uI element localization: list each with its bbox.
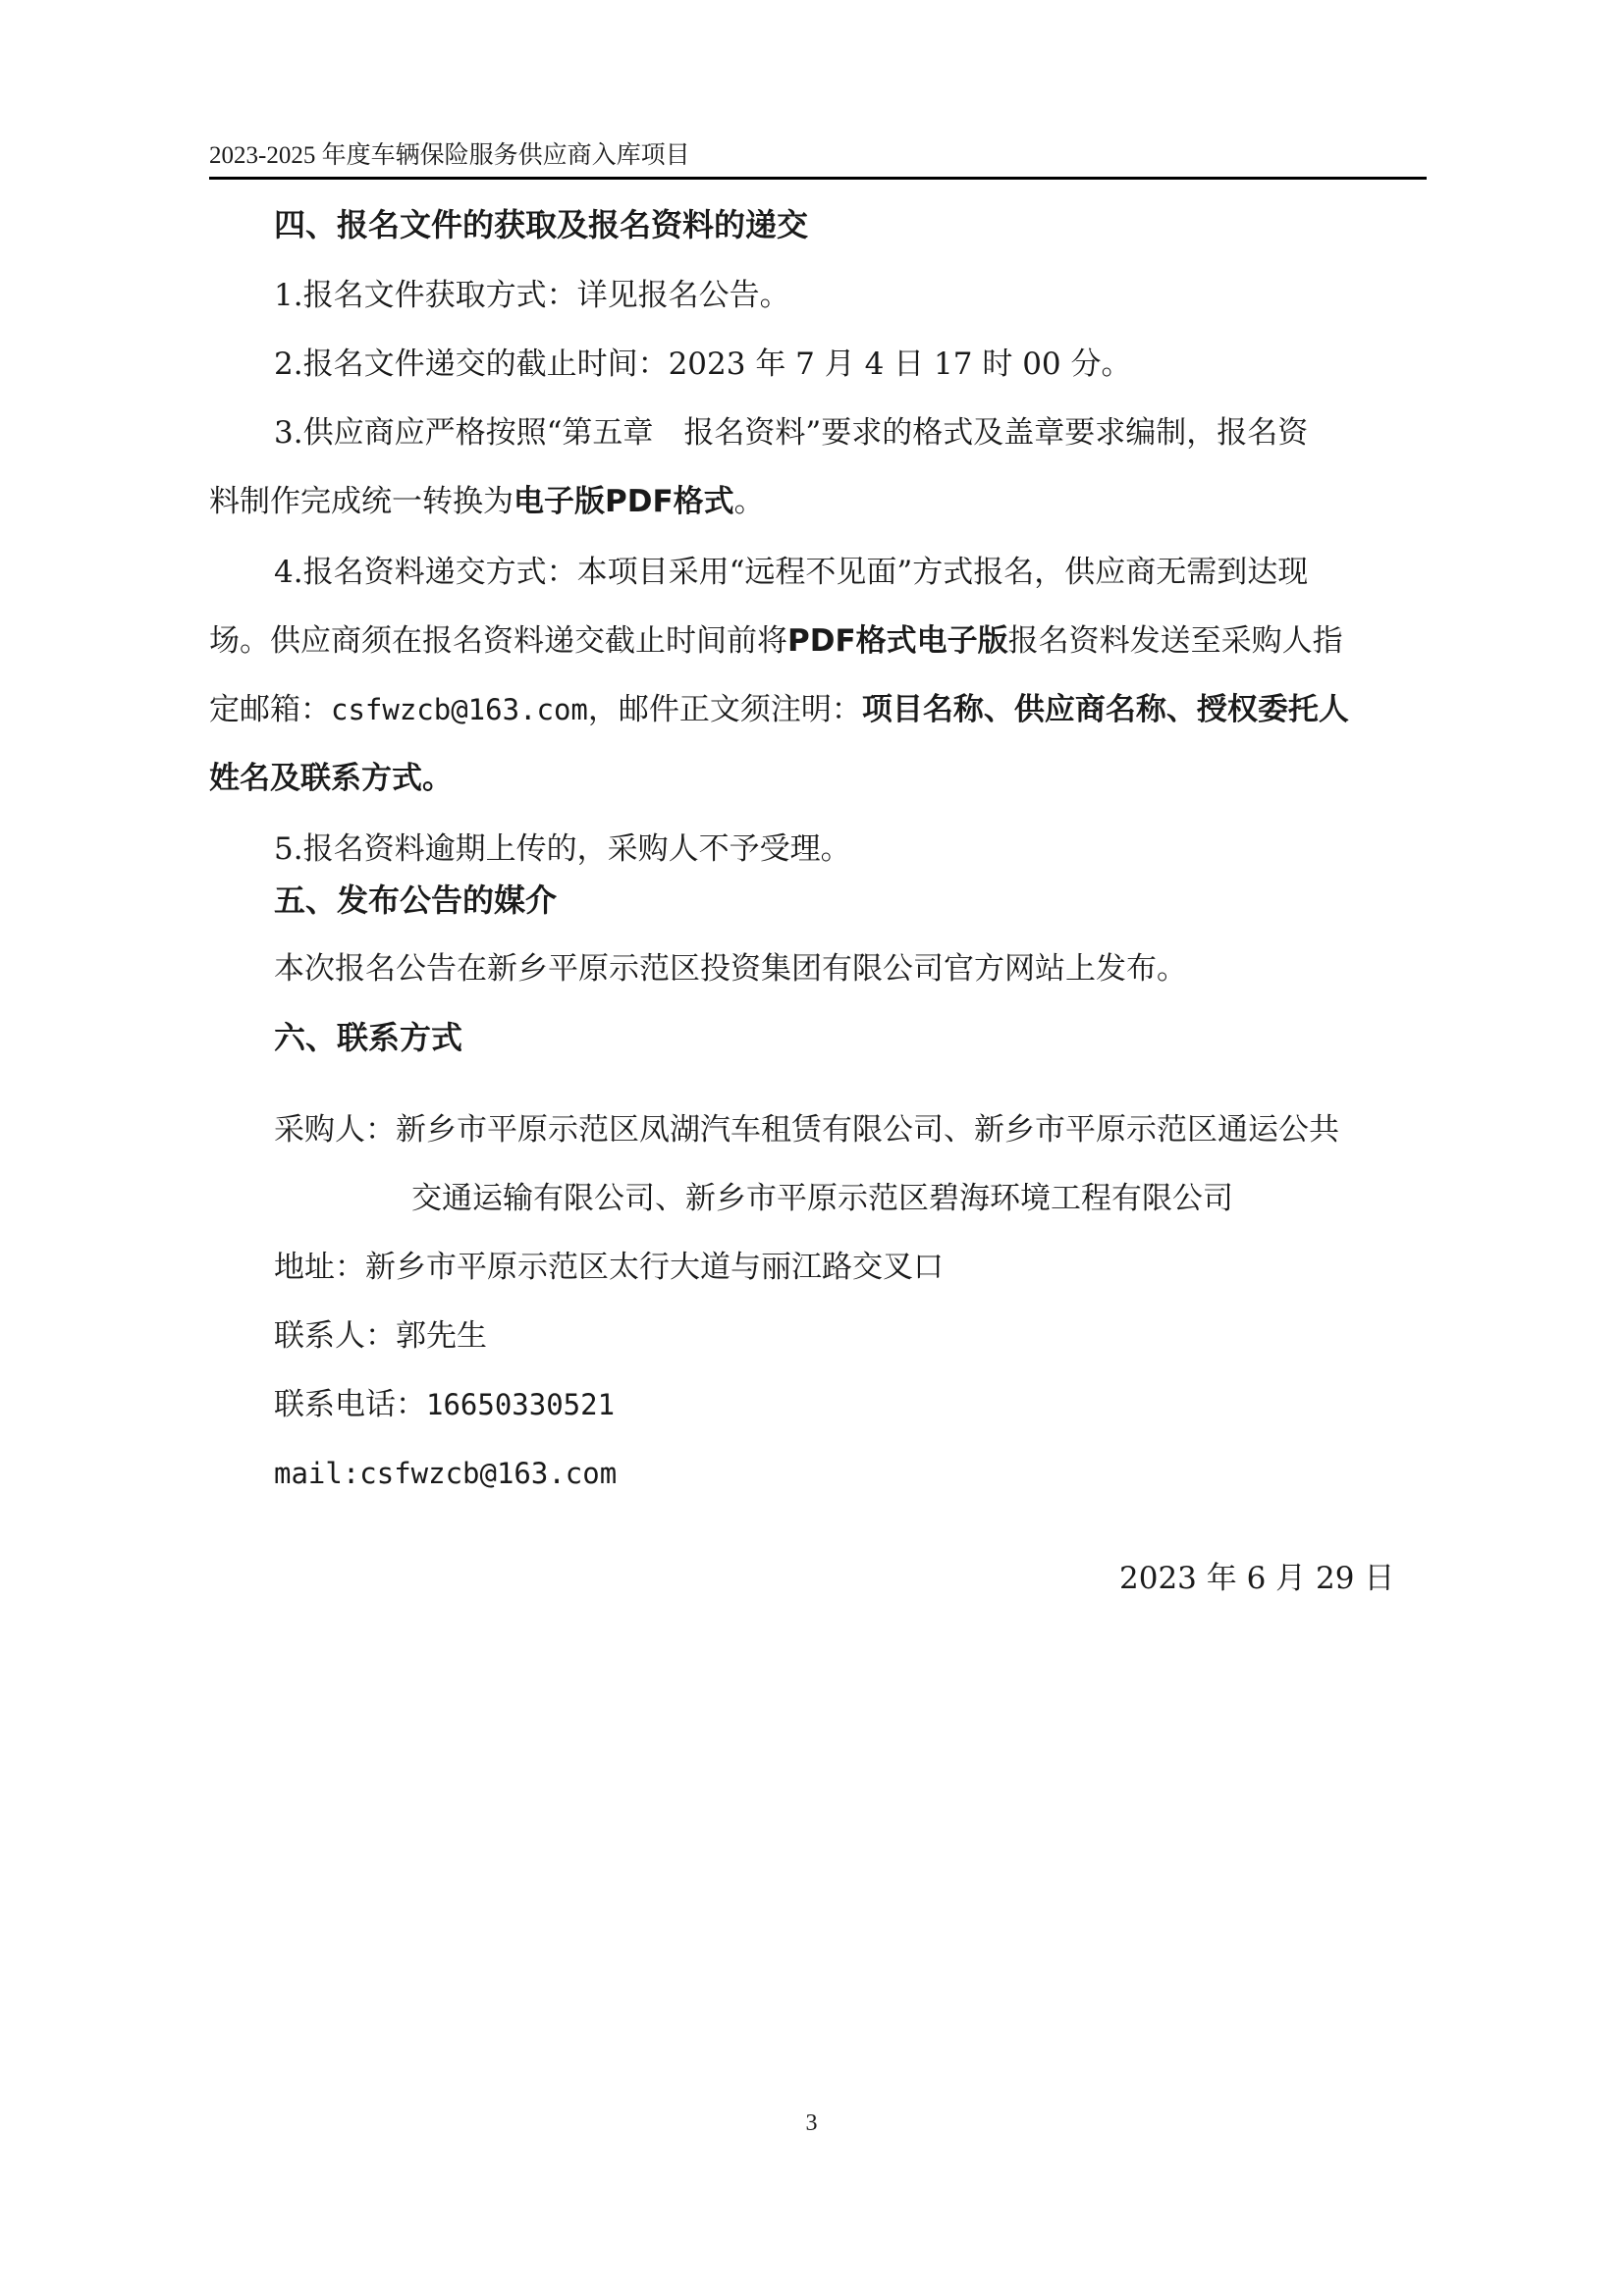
- section6-heading: 六、联系方式: [274, 1019, 463, 1056]
- item4-note: ，邮件正文须注明：: [587, 692, 862, 727]
- address: 地址：新乡市平原示范区太行大道与丽江路交叉口: [274, 1250, 944, 1285]
- item4-mailbox-label: 定邮箱：: [209, 692, 331, 727]
- section4-item1: 1.报名文件获取方式：详见报名公告。: [274, 278, 790, 313]
- header-title: 2023-2025 年度车辆保险服务供应商入库项目: [209, 142, 690, 169]
- section5-text: 本次报名公告在新乡平原示范区投资集团有限公司官方网站上发布。: [274, 951, 1187, 987]
- section4-item3-line1: 3.供应商应严格按照“第五章 报名资料”要求的格式及盖章要求编制，报名资: [274, 415, 1309, 451]
- item4-text: 场。供应商须在报名资料递交截止时间前将: [209, 623, 787, 659]
- section5-heading: 五、发布公告的媒介: [274, 881, 558, 919]
- section4-item4-line3: [209, 686, 1427, 733]
- phone: [274, 1381, 1427, 1428]
- document-body: [209, 201, 1427, 1497]
- item4-suffix: 报名资料发送至采购人指: [1007, 623, 1343, 659]
- purchaser-line1: 采购人：新乡市平原示范区凤湖汽车租赁有限公司、新乡市平原示范区通运公共: [274, 1112, 1339, 1148]
- section4-heading: 四、报名文件的获取及报名资料的递交: [274, 206, 809, 243]
- item4-bold-text: PDF格式电子版: [787, 623, 1008, 659]
- email-link[interactable]: csfwzcb@163.com: [331, 693, 588, 726]
- mail[interactable]: mail:csfwzcb@163.com: [274, 1457, 618, 1490]
- item3-suffix: 。: [733, 484, 765, 519]
- phone-label: 联系电话：: [274, 1387, 426, 1422]
- section4-item4-line4: 姓名及联系方式。: [209, 761, 453, 796]
- phone-number: 16650330521: [426, 1388, 616, 1421]
- purchaser-line2: 交通运输有限公司、新乡市平原示范区碧海环境工程有限公司: [411, 1181, 1233, 1216]
- contact-person: 联系人：郭先生: [274, 1318, 487, 1354]
- section4-item3-line2: [209, 478, 1427, 525]
- section4-item5: 5.报名资料逾期上传的，采购人不予受理。: [274, 831, 851, 867]
- page-number: 3: [805, 2110, 818, 2136]
- section4-item2: 2.报名文件递交的截止时间：2023 年 7 月 4 日 17 时 00 分。: [274, 347, 1132, 382]
- document-date: 2023 年 6 月 29 日: [1119, 1561, 1395, 1596]
- section4-item4-line1: 4.报名资料递交方式：本项目采用“远程不见面”方式报名，供应商无需到达现: [274, 555, 1309, 590]
- item3-text: 料制作完成统一转换为: [209, 484, 514, 519]
- item3-bold-text: 电子版PDF格式: [514, 484, 734, 519]
- section4-item4-line2: [209, 617, 1427, 665]
- item4-required-fields: 项目名称、供应商名称、授权委托人: [861, 692, 1349, 727]
- page-header: [209, 135, 1427, 180]
